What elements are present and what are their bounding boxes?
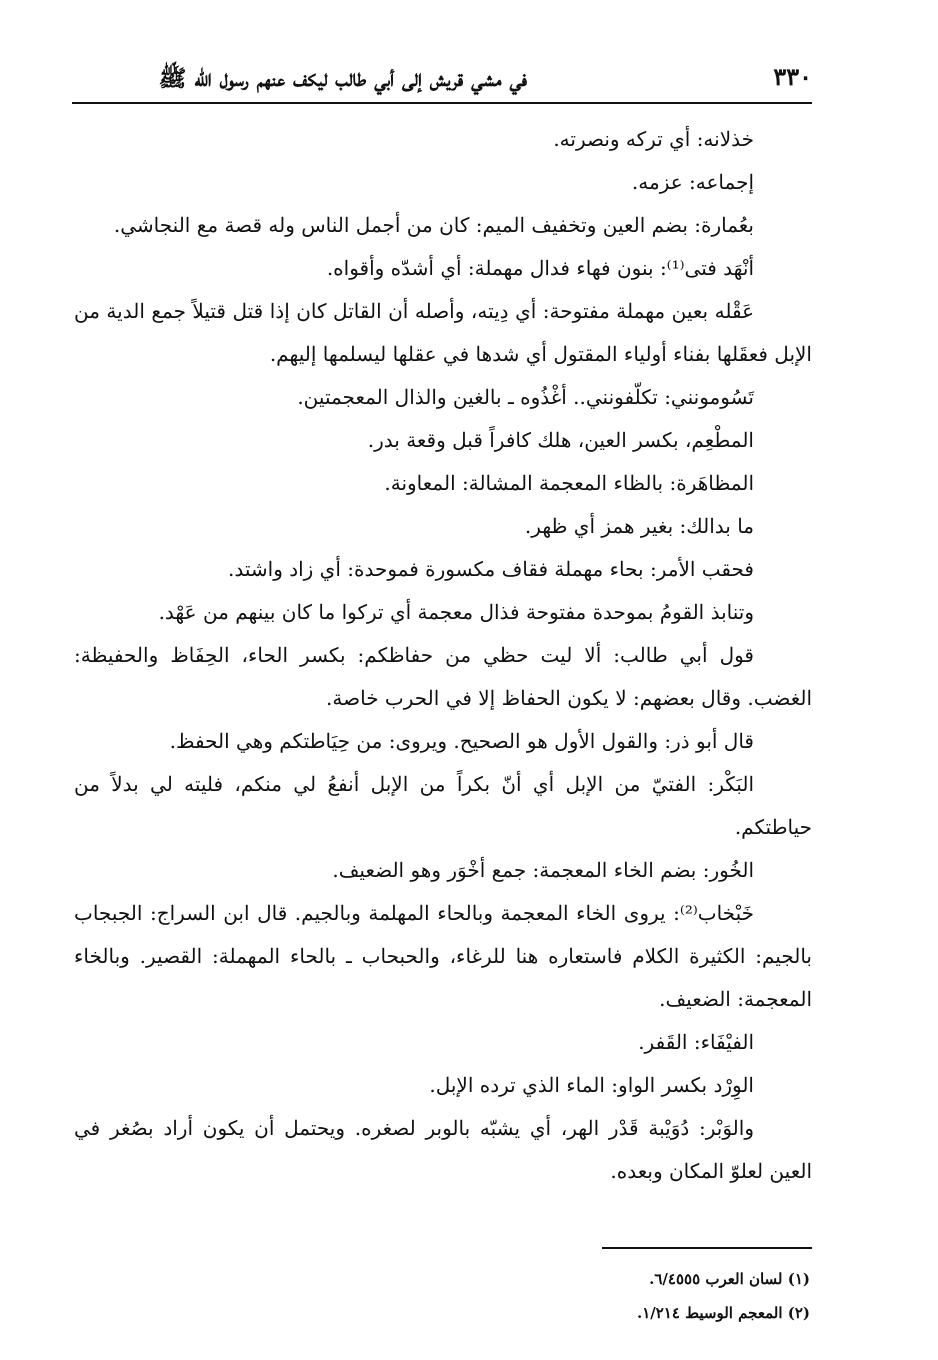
glossary-entry: قال أبو ذر: والقول الأول هو الصحيح. ويروى: من حِيَاطتكم وهي الحفظ. [169,729,754,753]
glossary-entry: قول أبي طالب: ألا ليت حظي من حفاظكم: بكسر الحاء، الحِفَاظ والحفيظة: الغضب. وقال بعضهم: لا يكون الحفاظ إلا في الحرب خاصة. [74,643,812,710]
running-header [72,58,812,98]
glossary-entry: عَقْله بعين مهملة مفتوحة: أي دِيته، وأصله أن القاتل كان إذا قتل قتيلاً جمع الدية من الإبل فعقَلها بفناء أولياء المقتول أي شدها في عقلها ليسلمها إليهم. [74,299,812,366]
glossary-entry: ما بدالك: بغير همز أي ظهر. [524,514,754,538]
glossary-entry: الوِرْد بكسر الواو: الماء الذي ترده الإبل. [429,1073,754,1097]
header-divider [72,102,812,104]
footnotes [74,1262,810,1330]
glossary-entry: بعُمارة: بضم العين وتخفيف الميم: كان من أجمل الناس وله قصة مع النجاشي. [113,213,754,237]
glossary-entry: والوَبْر: دُوَيْبة قَدْر الهر، أي يشبّه بالوبر لصغره. ويحتمل أن يكون أراد بصُغر في العين لعلوّ المكان وبعده. [74,1116,812,1183]
glossary-entry: خذلانه: أي تركه ونصرته. [553,127,754,151]
glossary-entry: المظاهَرة: بالظاء المعجمة المشالة: المعاونة. [384,471,754,495]
glossary-entry: المطْعِم، بكسر العين، هلك كافراً قبل وقعة بدر. [367,428,754,452]
glossary-entry: الفيْفَاء: القَفر. [638,1030,754,1054]
glossary-entry: تَسُومونني: تكلّفونني.. أغْذُوه ـ بالغين والذال المعجمتين. [297,385,754,409]
page-number: ٣٣٠ [773,62,812,91]
glossary-entry: أنْهَد فتى⁽¹⁾: بنون فهاء فدال مهملة: أي أشدّه وأقواه. [326,256,754,280]
glossary-entry: الخُور: بضم الخاء المعجمة: جمع أخْوَر وهو الضعيف. [332,858,754,882]
glossary-entry: وتنابذ القومُ بموحدة مفتوحة فذال معجمة أي تركوا ما كان بينهم من عَهْد. [158,600,754,624]
glossary-entry: فحقب الأمر: بحاء مهملة فقاف مكسورة فموحدة: أي زاد واشتد. [227,557,754,581]
glossary-entry: البَكْر: الفتيّ من الإبل أي أنّ بكراً من الإبل أنفعُ لي منكم، فليته لي بدلاً من حياطتكم. [74,772,812,839]
footnote-divider [602,1247,812,1249]
glossary-entry: خَبْخاب⁽²⁾: يروى الخاء المعجمة وبالحاء المهلمة وبالجيم. قال ابن السراج: الجبجاب بالجيم: الكثيرة الكلام فاستعاره هنا للرغاء، والحبحاب ـ بالحاء المهملة: القصير. وبالخاء المعجمة: الضعيف. [74,901,812,1011]
glossary-entry: إجماعه: عزمه. [631,170,754,194]
running-title: في مشي قريش إلى أبي طالب ليكف عنهم رسول الله ﷺ [158,65,527,92]
footnote: (١) لسان العرب ٦/٤٥٥٥. [649,1270,810,1288]
footnote: (٢) المعجم الوسيط ١/٢١٤. [636,1304,810,1322]
glossary-text [74,118,812,1193]
